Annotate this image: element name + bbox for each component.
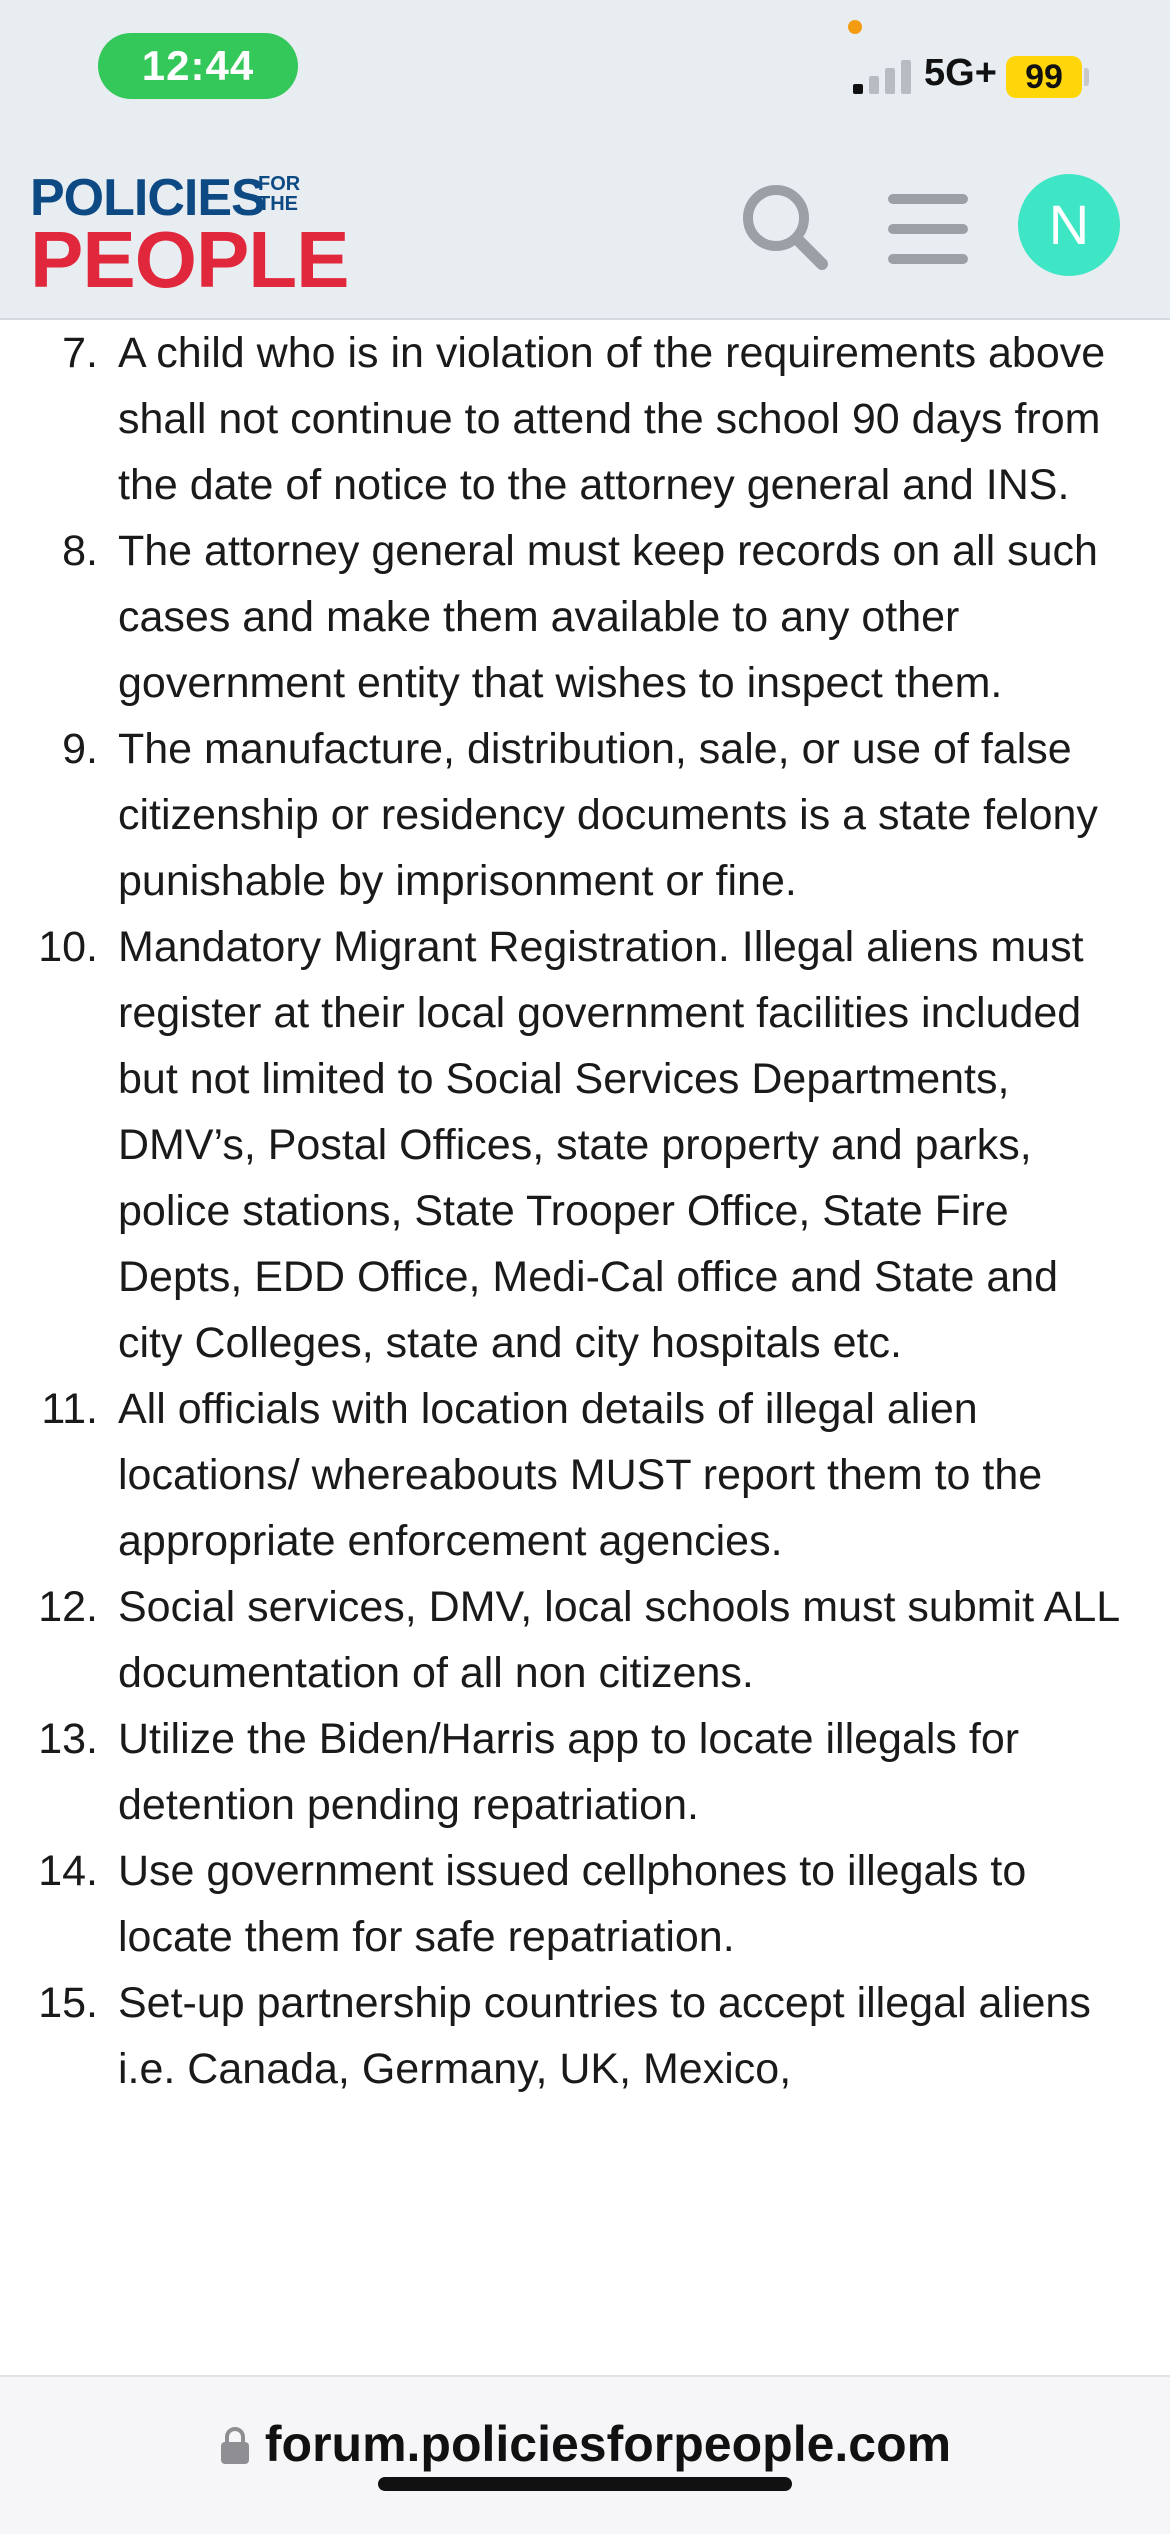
list-item-text: Use government issued cellphones to illegals to locate them for safe repatriation. xyxy=(118,1847,1027,1961)
top-bar xyxy=(0,0,1170,320)
list-item-text: All officials with location details of illegal alien locations/ whereabouts MUST report them to the appropriate enforcement agencies. xyxy=(118,1385,1043,1565)
list-item xyxy=(0,518,1170,716)
list-item xyxy=(0,1376,1170,1574)
post-content xyxy=(0,320,1170,2375)
search-icon[interactable] xyxy=(738,180,830,272)
list-item-number: 8. xyxy=(62,527,98,575)
url-display[interactable] xyxy=(0,2415,1170,2477)
network-type: 5G+ xyxy=(924,52,997,94)
list-item-text: The attorney general must keep records on all such cases and make them available to any other government entity that wishes to inspect them. xyxy=(118,527,1098,707)
list-item-text: Social services, DMV, local schools must submit ALL documentation of all non citizens. xyxy=(118,1583,1119,1697)
list-item-number: 7. xyxy=(62,329,98,377)
address-bar[interactable] xyxy=(0,2375,1170,2534)
list-item-text: Set-up partnership countries to accept illegal aliens i.e. Canada, Germany, UK, Mexico, xyxy=(118,1979,1091,2093)
list-item xyxy=(0,716,1170,914)
list-item-text: Utilize the Biden/Harris app to locate illegals for detention pending repatriation. xyxy=(118,1715,1020,1829)
list-item xyxy=(0,1706,1170,1838)
list-item-text: Mandatory Migrant Registration. Illegal aliens must register at their local government facilities included but not limited to Social Services Departments, DMV’s, Postal Offices, state property and parks, police stations, State Trooper Office, State Fire Depts, EDD Office, Medi-Cal office and State and city Colleges, state and city hospitals etc. xyxy=(118,923,1084,1367)
list-item xyxy=(0,320,1170,518)
home-indicator[interactable] xyxy=(378,2477,792,2491)
battery-icon xyxy=(1084,68,1089,86)
list-item-number: 14. xyxy=(38,1847,98,1895)
list-item-number: 15. xyxy=(38,1979,98,2027)
list-item-text: The manufacture, distribution, sale, or use of false citizenship or residency documents is a state felony punishable by imprisonment or fine. xyxy=(118,725,1098,905)
list-item xyxy=(0,1970,1170,2102)
list-item xyxy=(0,914,1170,1376)
logo-bottom-text: PEOPLE xyxy=(30,215,349,304)
list-item-number: 11. xyxy=(41,1385,98,1433)
numbered-list xyxy=(0,320,1170,2102)
url-text: forum.policiesforpeople.com xyxy=(264,2416,952,2472)
list-item-number: 10. xyxy=(38,923,98,971)
list-item xyxy=(0,1838,1170,1970)
signal-icon xyxy=(853,58,915,94)
site-logo[interactable] xyxy=(30,168,349,304)
menu-icon[interactable] xyxy=(888,194,968,264)
list-item-text: A child who is in violation of the requirements above shall not continue to attend the school 90 days from the date of notice to the attorney general and INS. xyxy=(118,329,1106,509)
logo-for-the-text: FOR THE xyxy=(258,173,301,215)
avatar[interactable]: N xyxy=(1018,174,1120,276)
mic-indicator-dot xyxy=(848,20,862,34)
battery-level: 99 xyxy=(1006,56,1082,98)
lock-icon xyxy=(219,2419,251,2477)
list-item-number: 13. xyxy=(38,1715,98,1763)
list-item-number: 12. xyxy=(38,1583,98,1631)
status-bar xyxy=(0,0,1170,140)
logo-top-text: POLICIES xyxy=(30,169,265,227)
list-item-number: 9. xyxy=(62,725,98,773)
list-item xyxy=(0,1574,1170,1706)
status-time[interactable]: 12:44 xyxy=(98,33,298,99)
